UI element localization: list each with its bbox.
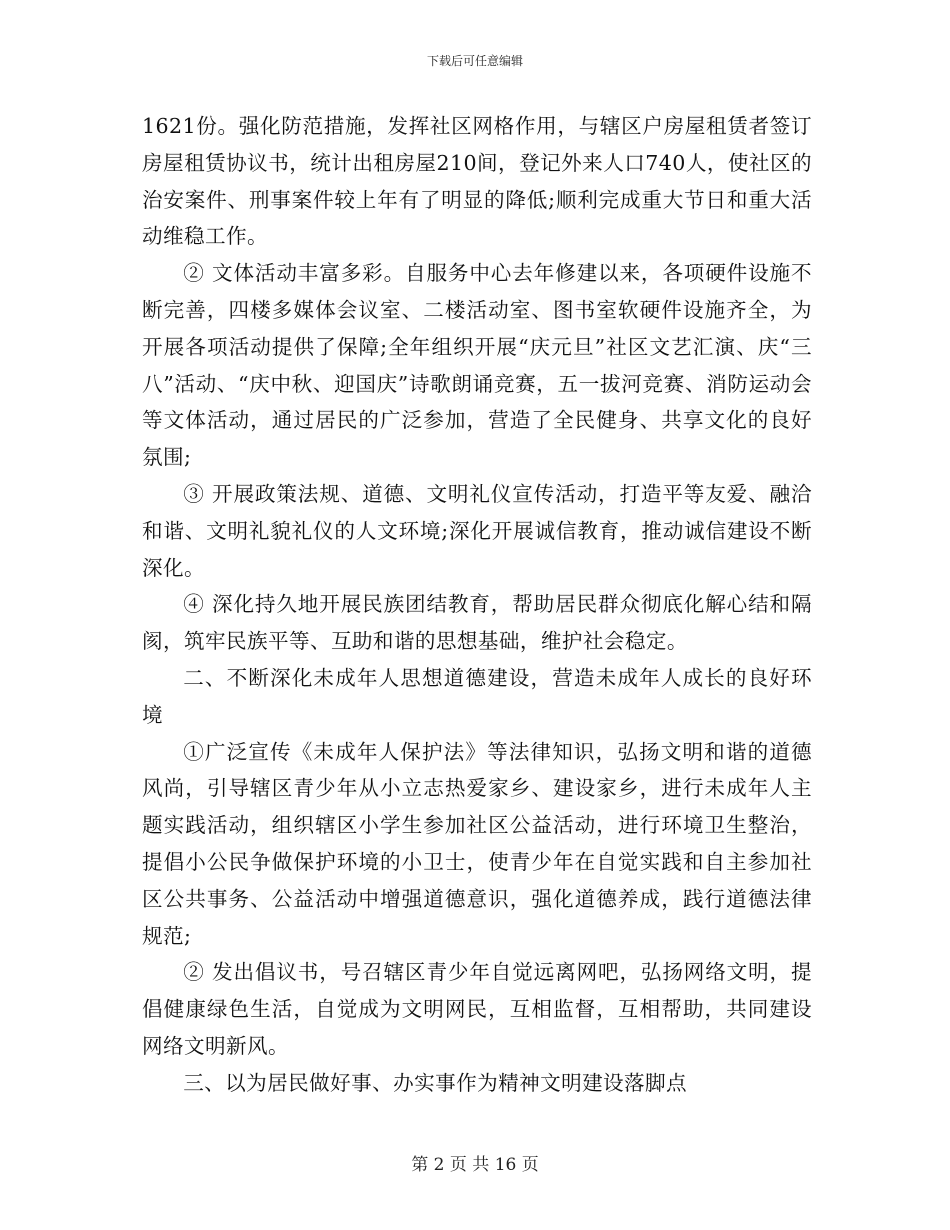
paragraph-2: ② 文体活动丰富多彩。自服务中心去年修建以来，各项硬件设施不断完善，四楼多媒体会议室、二楼活动室、图书室软硬件设施齐全，为开展各项活动提供了保障;全年组织开展“庆元旦”社区文艺汇演、庆“三八”活动、“庆中秋、迎国庆”诗歌朗诵竞赛，五一拔河竞赛、消防运动会等文体活动，通过居民的广泛参加，营造了全民健身、共享文化的良好氛围; [142,261,812,470]
paragraph-3: ③ 开展政策法规、道德、文明礼仪宣传活动，打造平等友爱、融洽和谐、文明礼貌礼仪的人文环境;深化开展诚信教育，推动诚信建设不断深化。 [142,481,812,580]
section-heading-3: 三、以为居民做好事、办实事作为精神文明建设落脚点 [183,1070,688,1095]
document-body [142,108,812,1102]
paragraph-5: ①广泛宣传《未成年人保护法》等法律知识，弘扬文明和谐的道德风尚，引导辖区青少年从小立志热爱家乡、建设家乡，进行未成年人主题实践活动，组织辖区小学生参加社区公益活动，进行环境卫生整治，提倡小公民争做保护环境的小卫士，使青少年在自觉实践和自主参加社区公共事务、公益活动中增强道德意识，强化道德养成，践行道德法律规范; [142,739,812,948]
page-footer: 第 2 页 共 16 页 [411,1155,539,1175]
section-heading-2: 二、不断深化未成年人思想道德建设，营造未成年人成长的良好环境 [142,665,812,727]
page-header: 下载后可任意编辑 [426,54,523,68]
paragraph-6: ② 发出倡议书，号召辖区青少年自觉远离网吧，弘扬网络文明，提倡健康绿色生活，自觉成为文明网民，互相监督，互相帮助，共同建设网络文明新风。 [142,960,812,1058]
paragraph-4: ④ 深化持久地开展民族团结教育，帮助居民群众彻底化解心结和隔阂，筑牢民族平等、互助和谐的思想基础，维护社会稳定。 [142,592,812,654]
paragraph-1: 1621份。强化防范措施，发挥社区网格作用，与辖区户房屋租赁者签订房屋租赁协议书，统计出租房屋210间，登记外来人口740人，使社区的治安案件、刑事案件较上年有了明显的降低;顺利完成重大节日和重大活动维稳工作。 [142,114,812,249]
